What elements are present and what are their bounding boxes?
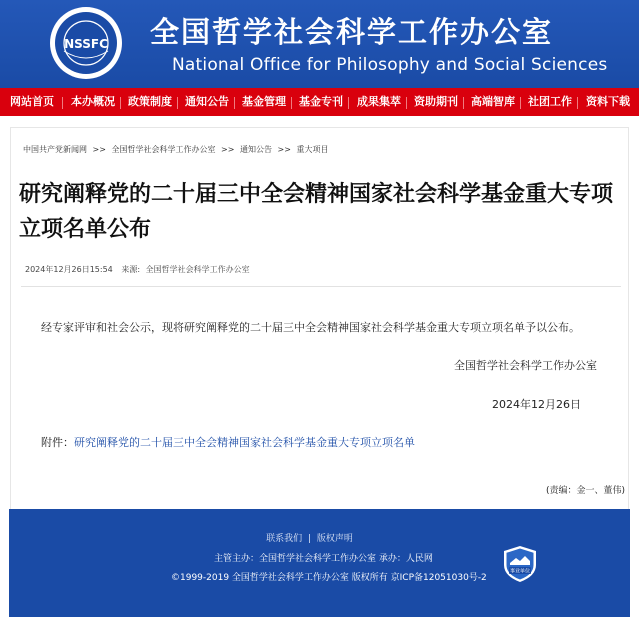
nav-divider [62,97,63,109]
attachment-row [41,434,415,450]
nav-divider [348,97,349,109]
breadcrumb-item-people-net[interactable]: 中国共产党新闻网 [23,145,87,154]
breadcrumb-separator: >> [92,145,106,154]
nav-divider [177,97,178,109]
nav-divider [406,97,407,109]
article-container [10,127,629,509]
nav-item-home[interactable]: 网站首页 [10,95,54,108]
signature-date: 2024年12月26日 [492,398,581,411]
footer-contact-link[interactable]: 联系我们 [266,534,303,544]
site-subtitle: National Office for Philosophy and Social Sciences [172,55,608,75]
nav-item-fund-management[interactable]: 基金管理 [242,95,286,108]
article-paragraph: 经专家评审和社会公示，现将研究阐释党的二十届三中全会精神国家社会科学基金重大专项立项名单予以公布。 [41,321,580,334]
article-meta [25,264,250,275]
nav-divider [234,97,235,109]
logo-ring-icon [50,7,122,79]
footer-host-info: 主管主办：全国哲学社会科学工作办公室 承办：人民网 [214,554,433,564]
breadcrumb-separator: >> [221,145,235,154]
breadcrumb [23,144,329,155]
footer-copyright: ©1999-2019 全国哲学社会科学工作办公室 版权所有 京ICP备12051030号-2 [171,573,487,583]
nav-item-notices[interactable]: 通知公告 [185,95,229,108]
attachment-link[interactable]: 研究阐释党的二十届三中全会精神国家社会科学基金重大专项立项名单 [74,436,415,449]
footer-links [9,531,630,544]
footer-link-separator: | [307,534,312,544]
nav-divider [120,97,121,109]
logo-text: NSSFC [64,37,108,51]
nav-item-journals[interactable]: 资助期刊 [414,95,458,108]
site-title: 全国哲学社会科学工作办公室 [150,15,554,49]
breadcrumb-item-notices[interactable]: 通知公告 [240,145,272,154]
nav-item-downloads[interactable]: 资料下载 [586,95,630,108]
nav-divider [291,97,292,109]
breadcrumb-item-office[interactable]: 全国哲学社会科学工作办公室 [111,145,216,154]
nav-item-think-tanks[interactable]: 高端智库 [471,95,515,108]
nssfc-logo[interactable] [50,7,122,79]
nav-item-societies[interactable]: 社团工作 [528,95,572,108]
article-date: 2024年12月26日15:54 [25,265,113,274]
nav-item-policy[interactable]: 政策制度 [128,95,172,108]
article-source-label: 来源: [121,265,141,274]
footer-copyright-link[interactable]: 版权声明 [316,534,353,544]
site-footer [9,509,630,617]
main-nav [0,88,639,116]
nav-divider [520,97,521,109]
signature-organization: 全国哲学社会科学工作办公室 [454,359,597,372]
breadcrumb-item-major-projects[interactable]: 重大项目 [296,145,329,154]
article-editor: (责编：金一、董伟) [546,486,626,496]
breadcrumb-separator: >> [277,145,291,154]
attachment-label: 附件： [41,436,74,449]
nav-item-about[interactable]: 本办概况 [71,95,115,108]
nav-divider [463,97,464,109]
nav-item-fund-special[interactable]: 基金专刊 [299,95,343,108]
public-institution-badge-icon[interactable] [502,545,538,583]
article-title: 研究阐释党的二十届三中全会精神国家社会科学基金重大专项立项名单公布 [19,182,614,242]
nav-item-achievements[interactable]: 成果集萃 [357,95,401,108]
badge-label: 事业单位 [509,568,531,575]
site-header [0,0,639,88]
nav-divider [577,97,578,109]
title-divider [21,286,621,287]
article-source[interactable]: 全国哲学社会科学工作办公室 [145,265,250,274]
